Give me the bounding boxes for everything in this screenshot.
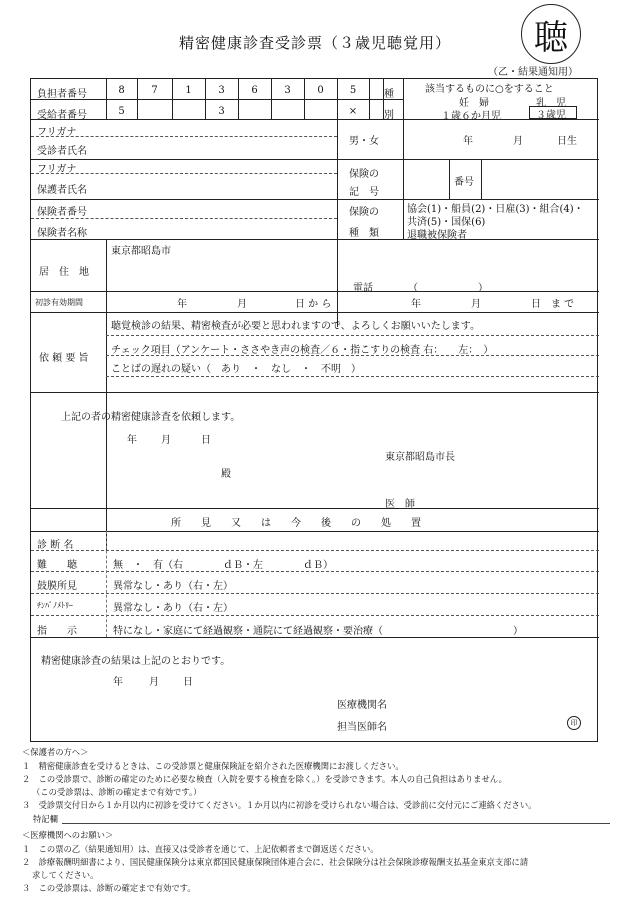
validity-year: 年 [177,299,187,310]
dono: 殿 [221,469,231,480]
phone: 電話 （ ） [353,283,488,294]
eardrum-label: 鼓膜所見 [37,581,77,592]
page-title: 精密健康診査受診票（３歳児聴覚用） [178,34,451,52]
type-label: 種 [384,89,394,100]
instruction-value: 特になし・家庭にて経過観察・通院にて経過観察・要治療（ ） [113,626,523,637]
findings-header: 所 見 又 は 今 後 の 処 置 [171,518,421,529]
result-month: 月 [149,677,159,688]
birth-day: 日生 [557,136,577,147]
insurance-type-label: 保険の [349,207,379,218]
type-age1: １歳６か月児 [441,111,501,122]
burden-digit: 5 [349,85,357,96]
request-line: チェック項目（アンケート・ささやき声の検査／６・指こすりの検査 右： 左： ） [111,345,494,356]
validity-label: 初診有効期間 [35,298,83,307]
insurance-type-label: 種 類 [349,228,379,239]
seal-mark: 印 [567,716,581,730]
insurance-types: 退職被保険者 [407,230,467,241]
institution-note: ３ この受診票は、診断の確定まで有効です。 [22,883,196,893]
birth-month: 月 [513,136,523,147]
tympanometry-value: 異常なし・あり（右・左） [113,603,233,614]
insurance-types: 共済(5)・国保(6) [407,217,486,228]
recipient-digit: 3 [218,106,225,117]
birth-year: 年 [463,136,473,147]
address-city: 東京都昭島市 [111,246,171,257]
type-pregnant: 妊 婦 [459,98,489,109]
guardian-name-label: 保護者氏名 [37,185,87,196]
eardrum-value: 異常なし・あり（右・左） [113,581,233,592]
burden-label: 負担者番号 [37,89,87,100]
type-infant: 乳 児 [536,98,566,109]
type-label: 別 [384,110,394,121]
validity-month: 月 [471,299,481,310]
doctor-name-label: 担当医師名 [337,722,387,733]
result-day: 日 [183,677,193,688]
commission-year: 年 [127,435,137,446]
burden-digit: 6 [251,85,258,96]
memo-label: 特記欄 [33,814,58,824]
address-label: 居 住 地 [39,267,89,278]
insurance-symbol-label: 記 号 [349,187,379,198]
insurance-types: 協会(1)・船員(2)・日雇(3)・組合(4)・ [407,204,584,215]
validity-month: 月 [237,299,247,310]
validity-until: 日 ま で [531,299,575,310]
request-line: ことばの遅れの疑い（ あり ・ なし ・ 不明 ） [111,364,361,375]
burden-digit: 3 [284,85,291,96]
institution-note: ２ 診療報酬明細書により、国民健康保険分は東京都国民健康保険団体連合会に、社会保険分は社会保険診療報酬支払基金東京支部に請 [22,857,529,867]
patient-furigana: フリガナ [37,127,77,138]
insurance-symbol-label: 保険の [349,169,379,180]
validity-from: 日 か ら [295,299,332,310]
form-table [30,78,598,742]
insurer-name-label: 保険者名称 [37,228,87,239]
institution-label: 医療機関名 [337,700,387,711]
type-age3: ３歳児 [536,110,566,121]
hearing-label: 難 聴 [37,560,77,571]
subtitle: （乙・結果通知用） [488,67,578,78]
result-year: 年 [113,677,123,688]
recipient-label: 受給者番号 [37,110,87,121]
request-label: 依 頼 要 旨 [39,353,89,364]
doctor-label: 医 師 [385,499,415,510]
guardian-note: （この受診票は、診断の確定まで有効です。） [32,787,202,797]
guardian-note: １ 精密健康診査を受けるときは、この受診票と健康保険証を紹介された医療機関にお渡しください。 [22,761,404,771]
guardian-furigana: フリガナ [37,164,77,175]
burden-digit: 3 [218,85,225,96]
number-label: 番号 [454,177,474,188]
institution-note: １ この票の乙（結果通知用）は、直接又は受診者を通じて、上記依頼者まで御返送ください。 [22,844,379,854]
institution-notes-heading: ＜医療機関へのお願い＞ [22,830,114,840]
institution-note: 求してください。 [32,870,99,880]
burden-digit: 8 [118,85,125,96]
commission-month: 月 [161,435,171,446]
burden-digit: 1 [185,85,192,96]
guardian-notes-heading: ＜保護者の方へ＞ [22,747,89,757]
commission-text: 上記の者の精密健康診査を依頼します。 [61,412,241,423]
type-note: 該当するものに○をすること [425,84,554,95]
diagnosis-label: 診 断 名 [37,540,74,551]
instruction-label: 指 示 [37,626,77,637]
mayor: 東京都昭島市長 [385,452,455,463]
insurer-number-label: 保険者番号 [37,207,87,218]
result-text: 精密健康診査の結果は上記のとおりです。 [41,656,231,667]
guardian-note: ３ 受診票交付日から１か月以内に初診を受けてください。１か月以内に初診を受けられない場合は、受診前に交付元にご連絡ください。 [22,800,537,810]
validity-year: 年 [411,299,421,310]
recipient-digit: × [348,106,358,117]
burden-digit: 0 [317,85,324,96]
patient-name-label: 受診者氏名 [37,146,87,157]
request-line: 聴覚検診の結果、精密検査が必要と思われますので、よろしくお願いいたします。 [111,321,480,332]
hearing-stamp: 聴 [521,4,581,64]
commission-day: 日 [201,435,211,446]
recipient-digit: 5 [118,106,125,117]
tympanometry-label: ﾁﾝﾊﾟﾉﾒﾄﾘｰ [37,601,73,610]
hearing-value: 無 ・ 有（右 ｄＢ・左 ｄＢ） [113,560,333,571]
guardian-note: ２ この受診票で、診断の確定のために必要な検査（入院を要する検査を除く。）を受診できます。本人の自己負担はありません。 [22,774,507,784]
burden-digit: 7 [151,85,158,96]
sex: 男・女 [349,136,379,147]
